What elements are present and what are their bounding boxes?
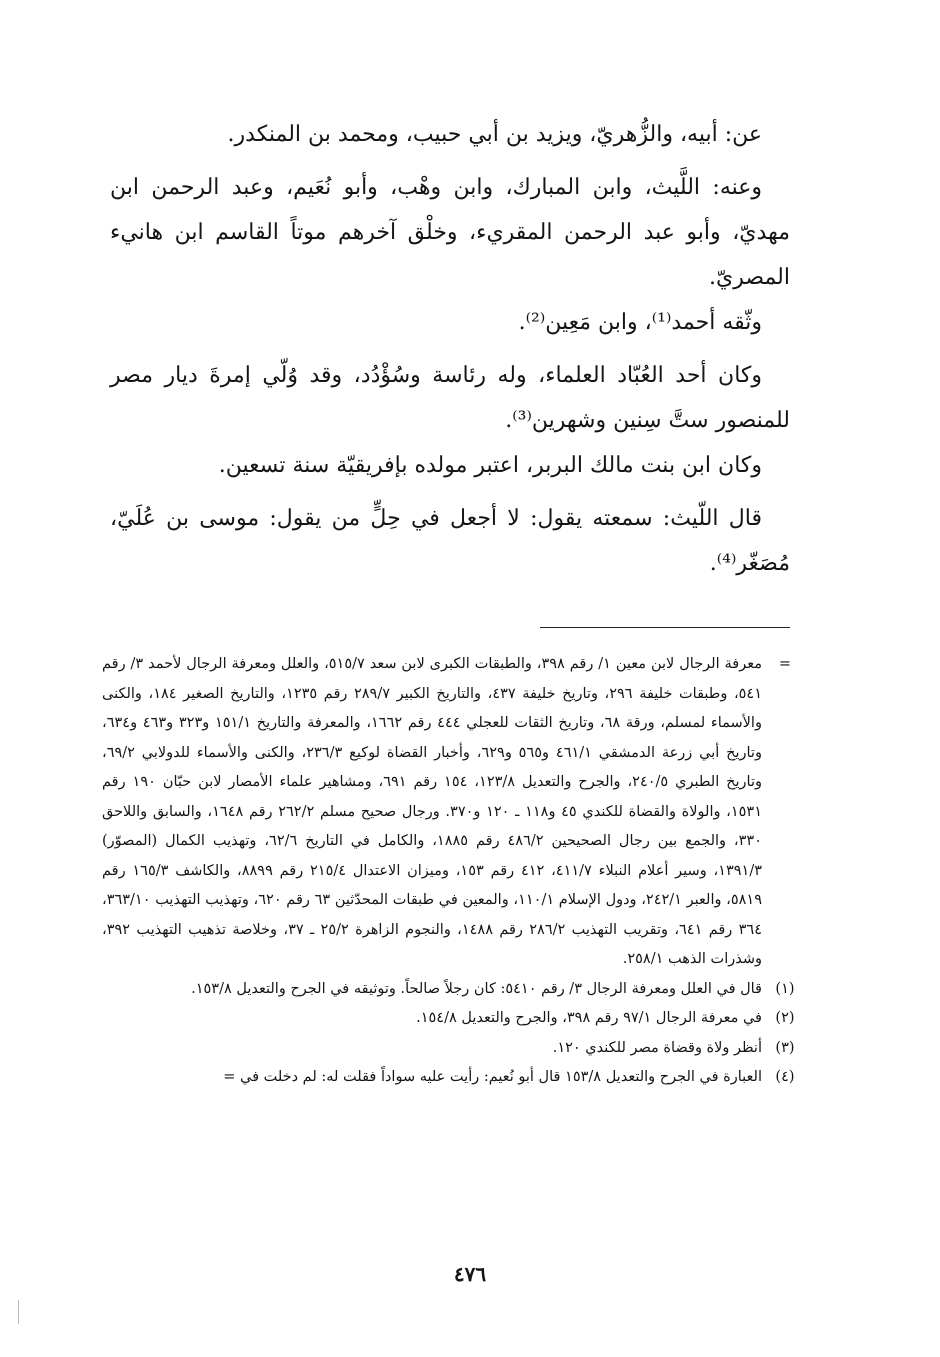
footnote-4 — [102, 1063, 802, 1093]
footnote-marker: (١) — [775, 980, 795, 997]
paragraph-narrators-from: عن: أبيه، والزُّهريّ، ويزيد بن أبي حبيب، ومحمد بن المنكدر. — [227, 122, 762, 147]
footnotes-block — [102, 650, 802, 1093]
paragraph-biography: وكان أحد العُبّاد العلماء، وله رئاسة وسُؤْدُد، وقد وُلّي إمرةَ ديار مصر للمنصور ستَّ سِنين وشهرين⁽³⁾. — [110, 363, 790, 433]
footnote-1 — [102, 975, 802, 1005]
footnote-marker: (٤) — [775, 1069, 795, 1085]
paragraph-birth: وكان ابن بنت مالك البربر، اعتبر مولده بإفريقيّة سنة تسعين. — [218, 453, 762, 478]
footnote-divider — [540, 627, 790, 628]
footnote-marker: (٢) — [775, 1010, 795, 1026]
main-text-block — [110, 112, 790, 586]
paragraph-quote: قال اللّيث: سمعته يقول: لا أجعل في حِلٍّ من يقول: موسى بن عُلَيّ، مُصَغّر⁽⁴⁾. — [110, 506, 790, 576]
footnote-marker: (٣) — [775, 1039, 795, 1056]
paragraph-authentication: وثّقه أحمد⁽¹⁾، وابن مَعِين⁽²⁾. — [518, 310, 762, 335]
footnote-3 — [102, 1034, 802, 1064]
paragraph-narrators-to: وعنه: اللَّيث، وابن المبارك، وابن وهْب، وأبو نُعَيم، وعبد الرحمن ابن مهديّ، وأبو عبد الرحمن المقريء، وخلْق آخرهم موتاً القاسم ابن هانيء المصريّ. — [110, 175, 790, 290]
footnote-text: قال في العلل ومعرفة الرجال ٣/ رقم ٥٤١٠: كان رجلاً صالحاً. وتوثيقه في الجرح والتعديل ١٥٣/٨. — [191, 980, 762, 997]
footnote-text: أنظر ولاة وقضاة مصر للكندي ١٢٠. — [552, 1039, 762, 1056]
footnote-text: في معرفة الرجال ٩٧/١ رقم ٣٩٨، والجرح والتعديل ١٥٤/٨. — [416, 1010, 762, 1026]
footnote-continuation — [102, 650, 802, 975]
footnote-text: معرفة الرجال لابن معين ١/ رقم ٣٩٨، والطبقات الكبرى لابن سعد ٥١٥/٧، والعلل ومعرفة الرجال لأحمد ٣/ رقم ٥٤١، وطبقات خليفة ٢٩٦، وتاريخ خليفة ٤٣٧، والتاريخ الكبير ٢٨٩/٧ رقم ١٢٣٥، والتاريخ الصغير ١٨٤، والكنى والأسماء لمسلم، ورقة ٦٨، وتاريخ الثقات للعجلي ٤٤٤ رقم ١٦٦٢، والمعرفة والتاريخ ١٥١/١ و٣٢٣ و٤٦٣ و٦٣٤، وتاريخ أبي زرعة الدمشقي ٤٦١/١ و٥٦٥ و٦٢٩، وأخبار القضاة لوكيع ٢٣٦/٣، والكنى والأسماء للدولابي ٦٩/٢، وتاريخ الطبري ٢٤٠/٥، والجرح والتعديل ١٢٣/٨، ١٥٤ رقم ٦٩١، ومشاهير علماء الأمصار لابن حبّان ١٩٠ رقم ١٥٣١، والولاة والقضاة للكندي ٤٥ و١١٨ ـ ١٢٠ و٣٧٠. ورجال صحيح مسلم ٢٦٢/٢ رقم ١٦٤٨، والسابق واللاحق ٣٣٠، والجمع بين رجال الصحيحين ٤٨٦/٢ رقم ١٨٨٥، والكامل في التاريخ ٦٢/٦، وتهذيب الكمال (المصوّر) ١٣٩١/٣، وسير أعلام النبلاء ٤١١/٧، ٤١٢ رقم ١٥٣، وميزان الاعتدال ٢١٥/٤ رقم ٨٨٩٩، والكاشف ١٦٥/٣ رقم ٥٨١٩، والعبر ٢٤٢/١، ودول الإسلام ١١٠/١، والمعين في طبقات المحدّثين ٦٣ رقم ٦٢٠، وتهذيب التهذيب ٣٦٣/١٠، ٣٦٤ رقم ٦٤١، وتقريب التهذيب ٢٨٦/٢ رقم ١٤٨٨، والنجوم الزاهرة ٢٥/٢ ـ ٣٧، وخلاصة تذهيب التهذيب ٣٩٢، وشذرات الذهب ٢٥٨/١. — [102, 656, 763, 967]
footnote-marker: = — [778, 656, 792, 672]
scan-edge-mark — [18, 1300, 19, 1324]
footnote-text: العبارة في الجرح والتعديل ١٥٣/٨ قال أبو نُعيم: رأيت عليه سواداً فقلت له: لم دخلت في = — [223, 1069, 762, 1085]
footnote-2 — [102, 1004, 802, 1034]
page-number: ٤٧٦ — [453, 1262, 487, 1286]
